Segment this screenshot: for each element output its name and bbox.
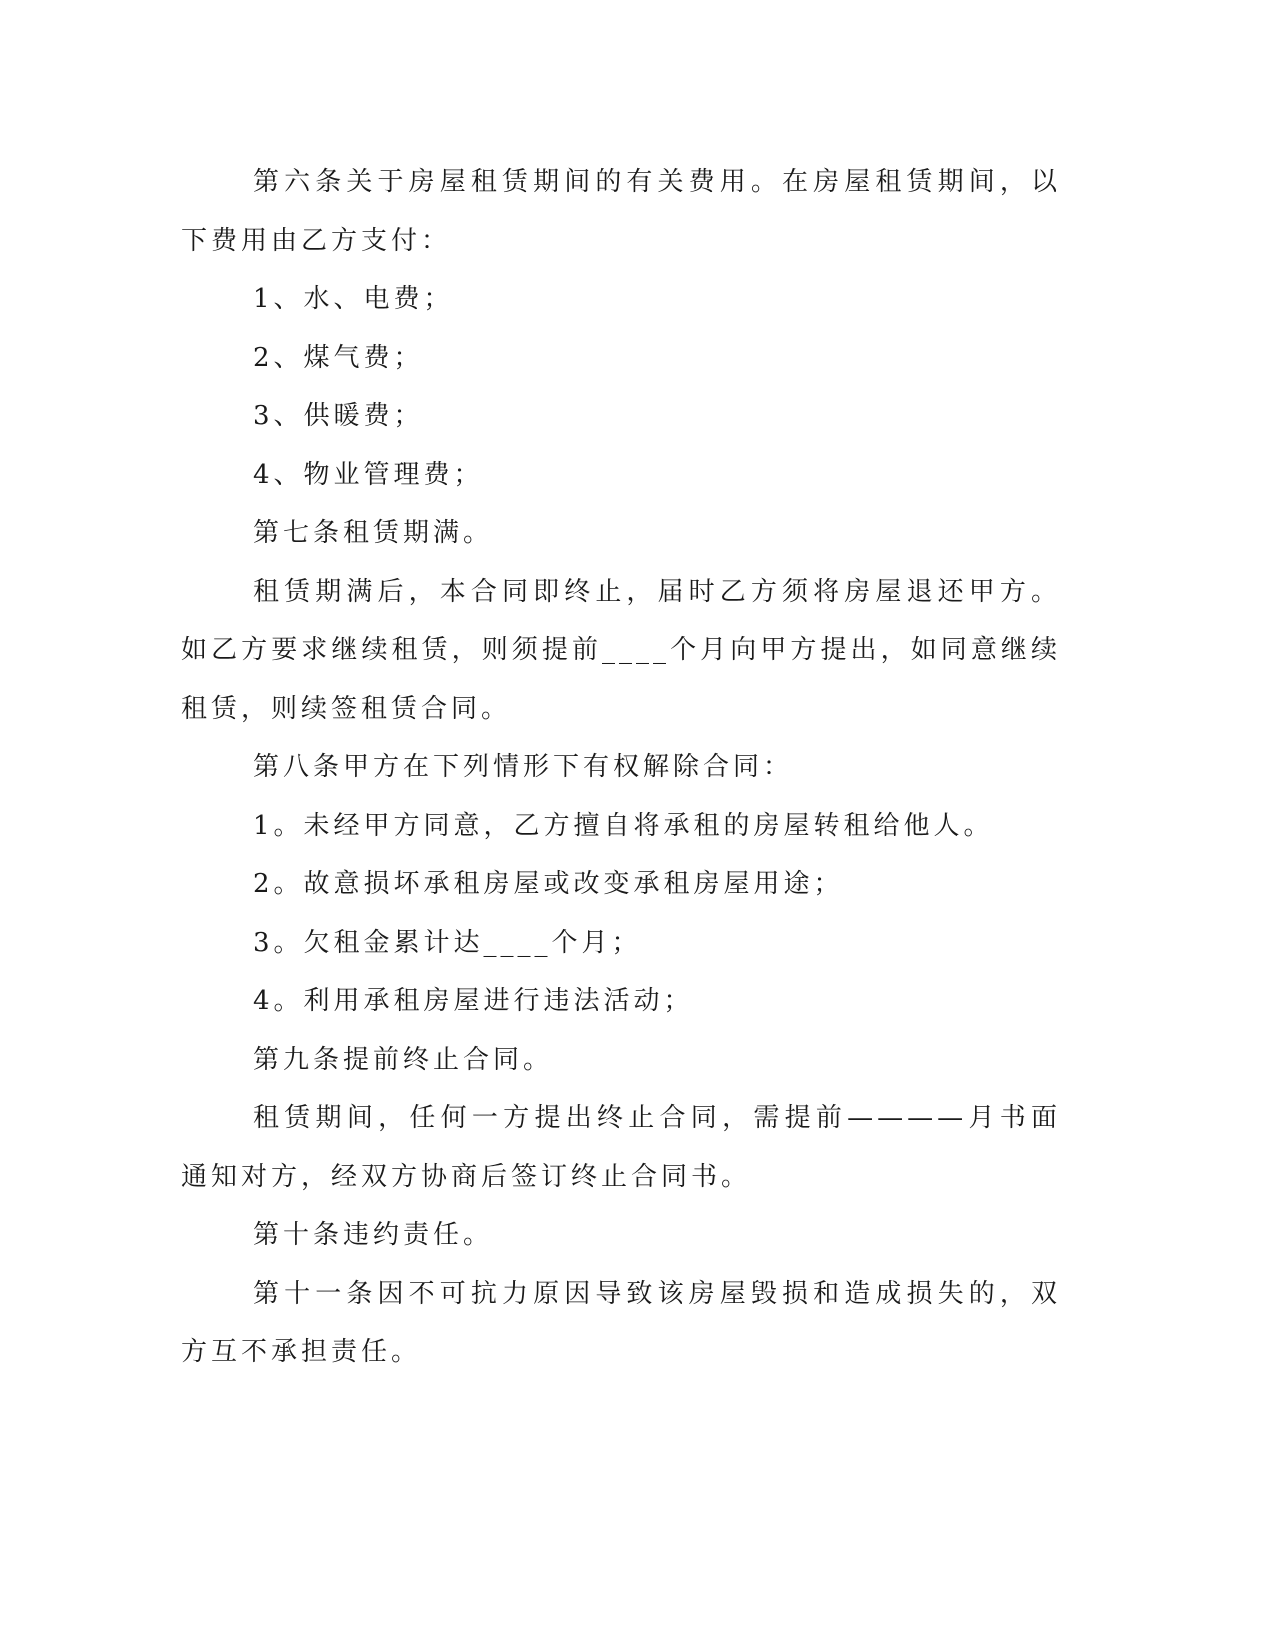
list-item-fee-2: 2、煤气费；	[253, 342, 424, 373]
list-item-fee-1: 1、水、电费；	[253, 284, 454, 314]
paragraph-article-11: 第十一条因不可抗力原因导致该房屋毁损和造成损失的，双方互不承担责任。	[181, 1278, 1061, 1367]
paragraph-article-10: 第十条违约责任。	[253, 1220, 494, 1250]
paragraph-article-7-body: 租赁期满后，本合同即终止，届时乙方须将房屋退还甲方。如乙方要求继续租赁，则须提前____个月向甲方提出，如同意继续租赁，则续签租赁合同。	[181, 576, 1061, 724]
paragraph-article-8-title: 第八条甲方在下列情形下有权解除合同：	[253, 752, 794, 782]
list-item-termination-1: 1。未经甲方同意，乙方擅自将承租的房屋转租给他人。	[253, 810, 994, 841]
paragraph-article-7-title: 第七条租赁期满。	[253, 518, 494, 548]
list-item-termination-2: 2。故意损坏承租房屋或改变承租房屋用途；	[253, 869, 844, 899]
paragraph-article-9-title: 第九条提前终止合同。	[253, 1044, 554, 1075]
list-item-fee-4: 4、物业管理费；	[253, 459, 484, 490]
list-item-fee-3: 3、供暖费；	[253, 401, 424, 431]
list-item-termination-4: 4。利用承租房屋进行违法活动；	[253, 986, 694, 1016]
paragraph-article-6: 第六条关于房屋租赁期间的有关费用。在房屋租赁期间，以下费用由乙方支付：	[181, 167, 1061, 256]
document-body	[181, 153, 1061, 1382]
list-item-termination-3: 3。欠租金累计达____个月；	[253, 927, 642, 958]
paragraph-article-9-body: 租赁期间，任何一方提出终止合同，需提前————月书面通知对方，经双方协商后签订终止合同书。	[181, 1103, 1061, 1192]
